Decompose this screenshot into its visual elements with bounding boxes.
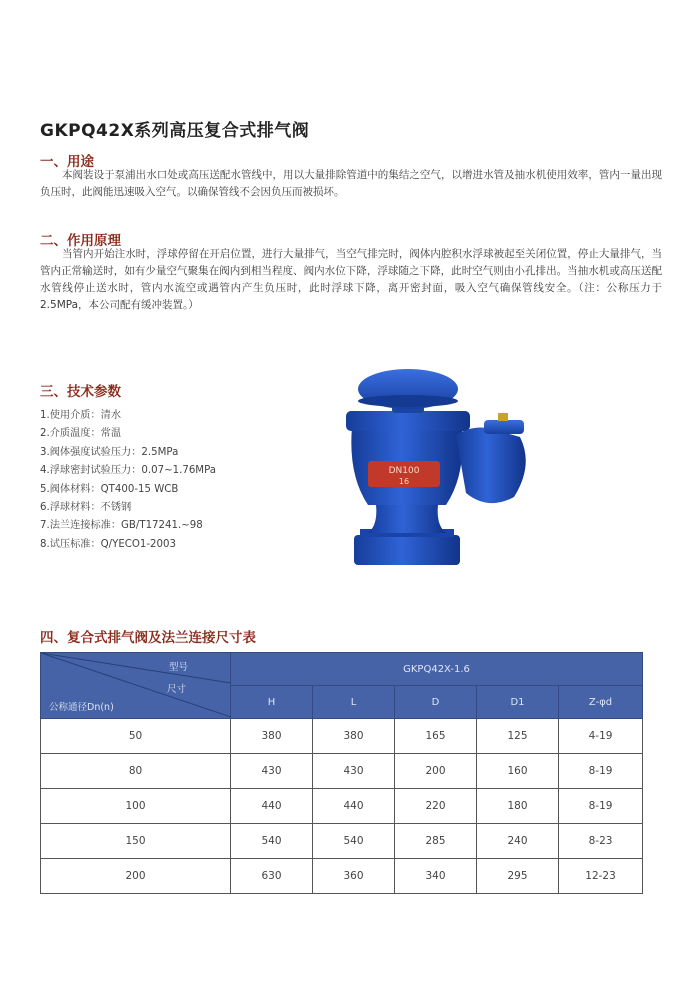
section-body-purpose: 本阀装设于泵浦出水口处或高压送配水管线中，用以大量排除管道中的集结之空气，以增进水管及抽水机使用效率，管内一量出现负压时，此阀能迅速吸入空气。以确保管线不会因负压而被损坏。 xyxy=(40,169,662,198)
table-corner-cell xyxy=(41,653,231,719)
table-cell: 180 xyxy=(477,789,559,824)
table-col-header: D xyxy=(395,686,477,719)
table-cell: 4-19 xyxy=(559,719,643,754)
table-cell: 340 xyxy=(395,859,477,894)
table-row xyxy=(41,754,643,789)
table-cell-dn: 150 xyxy=(41,824,231,859)
table-col-header: H xyxy=(231,686,313,719)
table-cell: 200 xyxy=(395,754,477,789)
table-col-header: D1 xyxy=(477,686,559,719)
table-cell-dn: 80 xyxy=(41,754,231,789)
table-cell: 430 xyxy=(313,754,395,789)
tech-param-item: 4.浮球密封试验压力：0.07~1.76MPa xyxy=(40,465,217,477)
tech-param-item: 7.法兰连接标准：GB/T17241.~98 xyxy=(40,520,203,532)
page-title: GKPQ42X系列高压复合式排气阀 xyxy=(40,121,310,141)
table-cell-dn: 200 xyxy=(41,859,231,894)
table-cell: 240 xyxy=(477,824,559,859)
tech-param-item: 6.浮球材料：不锈钢 xyxy=(40,501,132,513)
table-cell: 8-23 xyxy=(559,824,643,859)
section-heading-principle: 二、作用原理 xyxy=(40,233,121,249)
air-release-valve-image xyxy=(338,365,548,577)
section-body-principle: 当管内开始注水时，浮球停留在开启位置，进行大量排气，当空气排完时，阀体内腔积水浮球被起至关闭位置，停止大量排气，当管内正常输送时，如有少量空气聚集在阀内到相当程度、阀内水位下降，浮球随之下降，此时空气则由小孔排出。当抽水机或高压送配水管线停止送水时，管内水流空或遇管内产生负压时，此时浮球下降，离开密封面，吸入空气确保管线安全。（注：公称压力于2.5MPa，本公司配有缓冲装置。） xyxy=(40,248,662,311)
dimension-table xyxy=(40,652,643,894)
corner-label-dn: 公称通径Dn(n) xyxy=(49,702,114,713)
tech-param-item: 5.阀体材料：QT400-15 WCB xyxy=(40,483,179,495)
valve-plate-pressure: 16 xyxy=(398,477,410,486)
tech-param-item: 1.使用介质：清水 xyxy=(40,410,122,421)
table-cell: 630 xyxy=(231,859,313,894)
table-cell: 540 xyxy=(313,824,395,859)
section-heading-tech: 三、技术参数 xyxy=(40,384,121,400)
valve-plate-text: DN100 xyxy=(388,466,420,476)
table-row xyxy=(41,859,643,894)
table-cell-dn: 100 xyxy=(41,789,231,824)
table-cell: 165 xyxy=(395,719,477,754)
tech-param-item: 2.介质温度：常温 xyxy=(40,428,122,440)
corner-label-size: 尺寸 xyxy=(167,684,187,695)
table-cell: 220 xyxy=(395,789,477,824)
table-cell: 380 xyxy=(313,719,395,754)
tech-param-list xyxy=(40,407,216,554)
section-heading-table: 四、复合式排气阀及法兰连接尺寸表 xyxy=(40,630,256,646)
table-row xyxy=(41,719,643,754)
table-cell-dn: 50 xyxy=(41,719,231,754)
dimension-table-wrap xyxy=(40,652,642,894)
table-cell: 360 xyxy=(313,859,395,894)
table-row xyxy=(41,789,643,824)
table-cell: 440 xyxy=(231,789,313,824)
table-cell: 295 xyxy=(477,859,559,894)
table-cell: 380 xyxy=(231,719,313,754)
table-cell: 285 xyxy=(395,824,477,859)
table-row xyxy=(41,824,643,859)
table-cell: 440 xyxy=(313,789,395,824)
table-col-header: L xyxy=(313,686,395,719)
table-cell: 12-23 xyxy=(559,859,643,894)
tech-param-item: 3.阀体强度试验压力：2.5MPa xyxy=(40,446,179,458)
section-heading-purpose: 一、用途 xyxy=(40,154,94,170)
table-cell: 160 xyxy=(477,754,559,789)
table-cell: 430 xyxy=(231,754,313,789)
table-cell: 8-19 xyxy=(559,789,643,824)
corner-label-model: 型号 xyxy=(169,662,189,673)
table-cell: 8-19 xyxy=(559,754,643,789)
table-cell: 125 xyxy=(477,719,559,754)
table-cell: 540 xyxy=(231,824,313,859)
table-col-header: Z-φd xyxy=(559,686,643,719)
table-model-header: GKPQ42X-1.6 xyxy=(231,653,643,686)
tech-param-item: 8.试压标准：Q/YECO1-2003 xyxy=(40,538,176,550)
